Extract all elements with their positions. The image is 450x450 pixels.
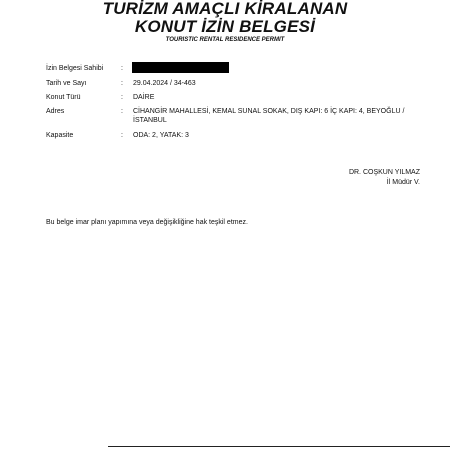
signatory-role: İl Müdür V. [386, 179, 420, 186]
legal-note: Bu belge imar planı yapımına veya değişikliğine hak teşkil etmez. [46, 219, 248, 226]
signatory-name: DR. COŞKUN YILMAZ [348, 169, 420, 176]
field-label-residence-type: Konut Türü [46, 94, 81, 101]
document-title-line1: TURİZM AMAÇLI KİRALANAN [102, 0, 348, 18]
field-label-date-number: Tarih ve Sayı [46, 80, 87, 87]
field-label-capacity: Kapasite [46, 132, 74, 139]
field-colon: : [121, 94, 123, 101]
document-title-line2: KONUT İZİN BELGESİ [134, 17, 316, 36]
field-label-permit-holder: İzin Belgesi Sahibi [46, 65, 104, 72]
document-subtitle: TOURISTIC RENTAL RESIDENCE PERMIT [165, 37, 285, 43]
field-colon: : [121, 132, 123, 139]
field-label-address: Adres [46, 108, 65, 115]
field-value-date-number: 29.04.2024 / 34-463 [133, 80, 196, 87]
field-value-capacity: ODA: 2, YATAK: 3 [133, 132, 189, 139]
field-value-address: CİHANGİR MAHALLESİ, KEMAL SUNAL SOKAK, DIŞ KAPI: 6 İÇ KAPI: 4, BEYOĞLU / İSTANBUL [133, 108, 405, 124]
field-colon: : [121, 108, 123, 115]
field-value-residence-type: DAİRE [133, 94, 155, 101]
redacted-block [132, 62, 229, 73]
field-colon: : [121, 80, 123, 87]
footer-divider [108, 446, 450, 447]
field-colon: : [121, 65, 123, 72]
